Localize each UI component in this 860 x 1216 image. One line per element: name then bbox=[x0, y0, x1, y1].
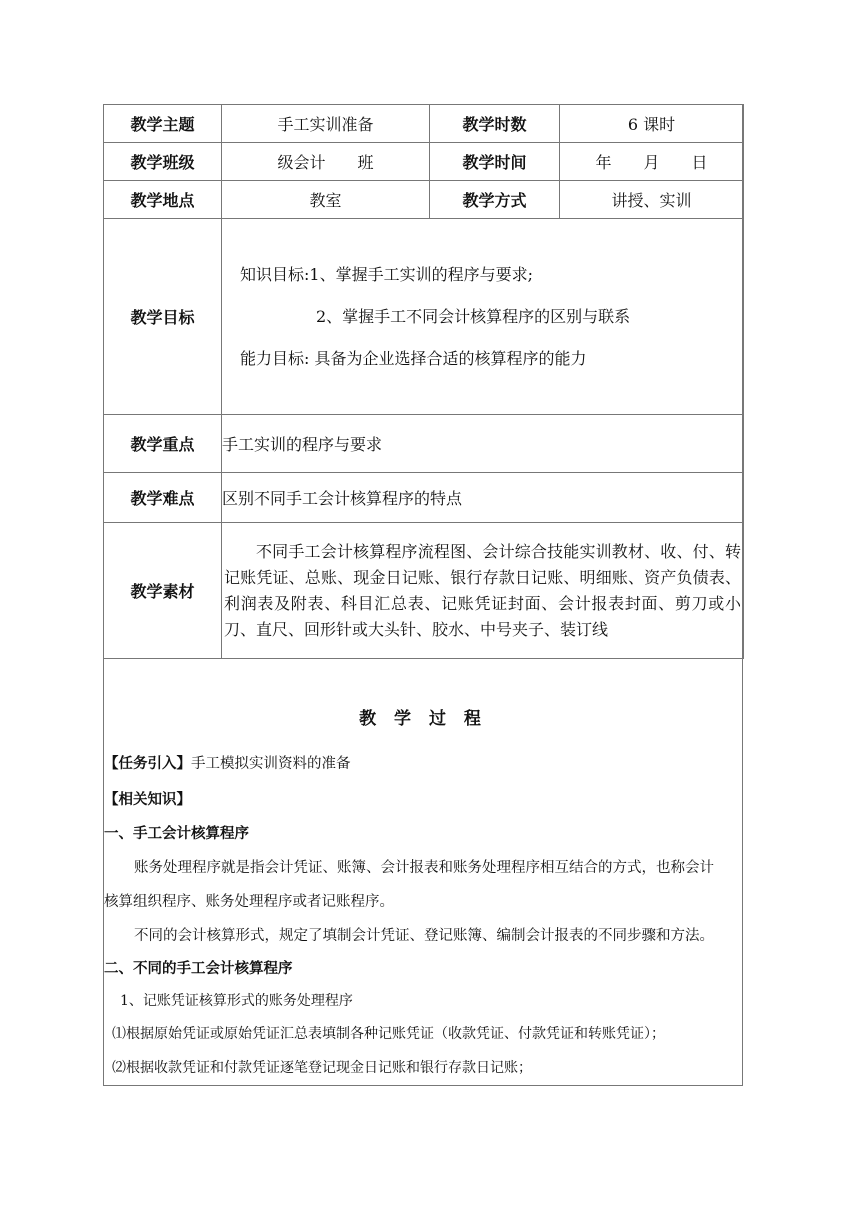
goal-line-3: 能力目标: 具备为企业选择合适的核算程序的能力 bbox=[240, 348, 587, 368]
process-title: 教 学 过 程 bbox=[359, 709, 487, 729]
row-class bbox=[104, 143, 744, 181]
row-topic bbox=[104, 105, 744, 143]
material-value: 不同手工会计核算程序流程图、会计综合技能实训教材、收、付、转记账凭证、总账、现金日记账、银行存款日记账、明细账、资产负债表、利润表及附表、科目汇总表、记账凭证封面、会计报表封面、剪刀或小刀、直尺、回形针或大头针、胶水、中号夹子、装订线 bbox=[224, 541, 741, 639]
hours-value: 6 课时 bbox=[560, 105, 744, 143]
method-value: 讲授、实训 bbox=[560, 181, 744, 219]
class-label: 教学班级 bbox=[104, 143, 222, 181]
class-value: 级会计 班 bbox=[222, 143, 430, 181]
section-heading-2: 二、不同的手工会计核算程序 bbox=[104, 961, 293, 977]
task-text: 手工模拟实训资料的准备 bbox=[191, 756, 351, 772]
place-value: 教室 bbox=[222, 181, 430, 219]
material-cell bbox=[222, 523, 744, 659]
row-goal bbox=[104, 219, 744, 415]
difficulty-label: 教学难点 bbox=[104, 473, 222, 523]
subsection-1: 1、记账凭证核算形式的账务处理程序 bbox=[120, 993, 353, 1009]
section-heading-1: 一、手工会计核算程序 bbox=[104, 826, 249, 842]
lesson-info-table bbox=[103, 104, 744, 659]
topic-value: 手工实训准备 bbox=[222, 105, 430, 143]
topic-label: 教学主题 bbox=[104, 105, 222, 143]
task-intro bbox=[104, 752, 351, 773]
step-1: ⑴根据原始凭证或原始凭证汇总表填制各种记账凭证（收款凭证、付款凭证和转账凭证）； bbox=[112, 1026, 665, 1042]
key-value: 手工实训的程序与要求 bbox=[222, 415, 744, 473]
paragraph-1b: 核算组织程序、账务处理程序或者记账程序。 bbox=[104, 894, 394, 910]
hours-label: 教学时数 bbox=[430, 105, 560, 143]
time-label: 教学时间 bbox=[430, 143, 560, 181]
time-value: 年 月 日 bbox=[560, 143, 744, 181]
place-label: 教学地点 bbox=[104, 181, 222, 219]
row-key bbox=[104, 415, 744, 473]
goal-content bbox=[222, 219, 744, 415]
task-tag: 【任务引入】 bbox=[104, 756, 191, 772]
paragraph-2: 不同的会计核算形式，规定了填制会计凭证、登记账簿、编制会计报表的不同步骤和方法。 bbox=[134, 928, 714, 944]
difficulty-value: 区别不同手工会计核算程序的特点 bbox=[222, 473, 744, 523]
goal-label: 教学目标 bbox=[104, 219, 222, 415]
goal-line-2: 2、掌握手工不同会计核算程序的区别与联系 bbox=[316, 306, 631, 326]
row-place bbox=[104, 181, 744, 219]
row-material bbox=[104, 523, 744, 659]
knowledge-tag: 【相关知识】 bbox=[104, 792, 191, 808]
key-label: 教学重点 bbox=[104, 415, 222, 473]
material-label: 教学素材 bbox=[104, 523, 222, 659]
goal-line-1: 知识目标:1、掌握手工实训的程序与要求; bbox=[240, 264, 533, 284]
step-2: ⑵根据收款凭证和付款凭证逐笔登记现金日记账和银行存款日记账； bbox=[112, 1060, 532, 1076]
method-label: 教学方式 bbox=[430, 181, 560, 219]
paragraph-1a: 账务处理程序就是指会计凭证、账簿、会计报表和账务处理程序相互结合的方式，也称会计 bbox=[134, 860, 714, 876]
row-difficulty bbox=[104, 473, 744, 523]
